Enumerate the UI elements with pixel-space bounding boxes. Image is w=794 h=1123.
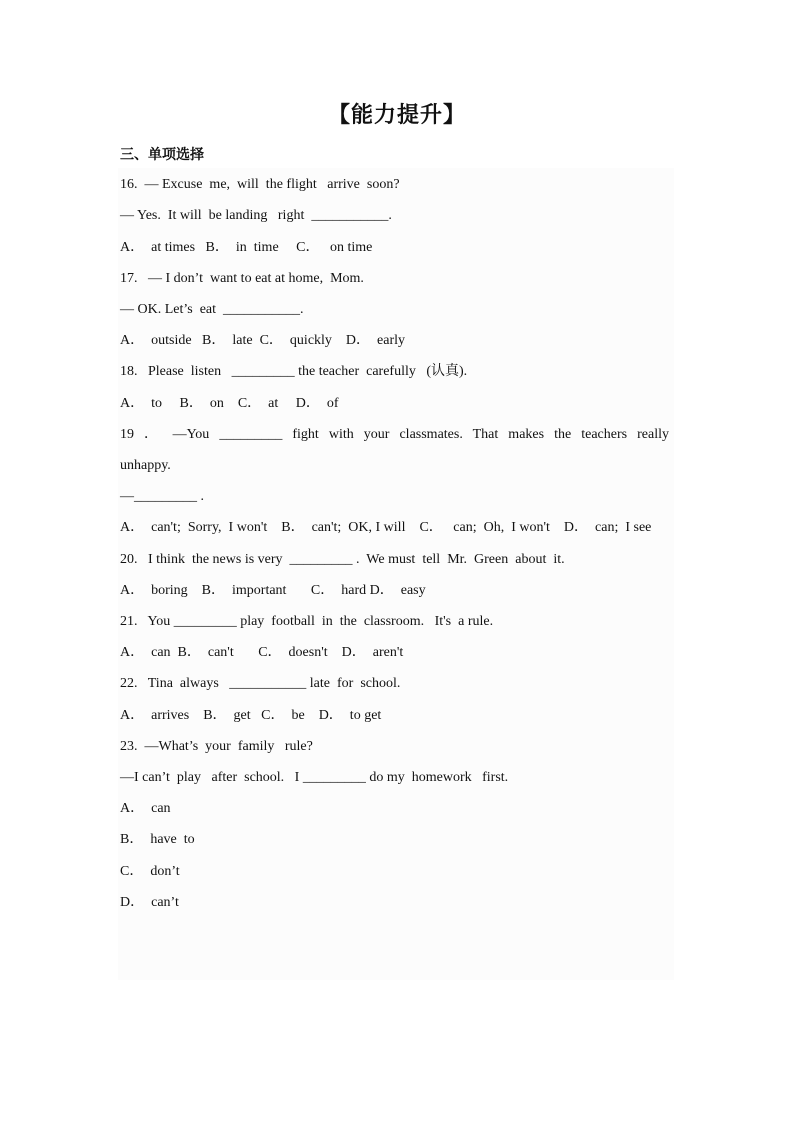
q16-answer-line: — Yes. It will be landing right ___________. — [120, 208, 392, 223]
q21-options: A． can B． can't C． doesn't D． aren't — [120, 645, 404, 660]
content-area — [118, 168, 674, 980]
q18-options: A． to B． on C． at D． of — [120, 396, 339, 411]
q19-question: 19 ． —You _________ fight with your classmates. That makes the teachers really — [120, 427, 669, 442]
q19-options: A． can't; Sorry, I won't B． can't; OK, I will C． can; Oh, I won't D． can; I see — [120, 520, 652, 535]
q19-answer-line: —_________ . — [120, 489, 204, 504]
q23-option-b: B． have to — [120, 832, 195, 847]
section-heading: 三、单项选择 — [120, 147, 204, 163]
q16-question: 16. — Excuse me, will the flight arrive soon? — [120, 177, 400, 192]
q22-question: 22. Tina always ___________ late for school. — [120, 676, 401, 691]
q23-question: 23. —What’s your family rule? — [120, 739, 313, 754]
q21-question: 21. You _________ play football in the classroom. It's a rule. — [120, 614, 494, 629]
q23-option-a: A． can — [120, 801, 171, 816]
page-title: 【能力提升】 — [327, 103, 466, 128]
q16-options: A． at times B． in time C． on time — [120, 240, 373, 255]
q17-question: 17. — I don’t want to eat at home, Mom. — [120, 271, 364, 286]
q20-options: A． boring B． important C． hard D． easy — [120, 583, 426, 598]
q23-option-c: C． don’t — [120, 864, 180, 879]
q17-answer-line: — OK. Let’s eat ___________. — [120, 302, 304, 317]
q22-options: A． arrives B． get C． be D． to get — [120, 708, 382, 723]
q23-answer-line: —I can’t play after school. I _________ do my homework first. — [120, 770, 509, 785]
q19-question-cont: unhappy. — [120, 458, 171, 473]
q18-question: 18. Please listen _________ the teacher carefully (认真). — [120, 364, 468, 379]
q17-options: A． outside B． late C． quickly D． early — [120, 333, 406, 348]
q23-option-d: D． can’t — [120, 895, 179, 910]
q20-question: 20. I think the news is very _________ . We must tell Mr. Green about it. — [120, 552, 565, 567]
